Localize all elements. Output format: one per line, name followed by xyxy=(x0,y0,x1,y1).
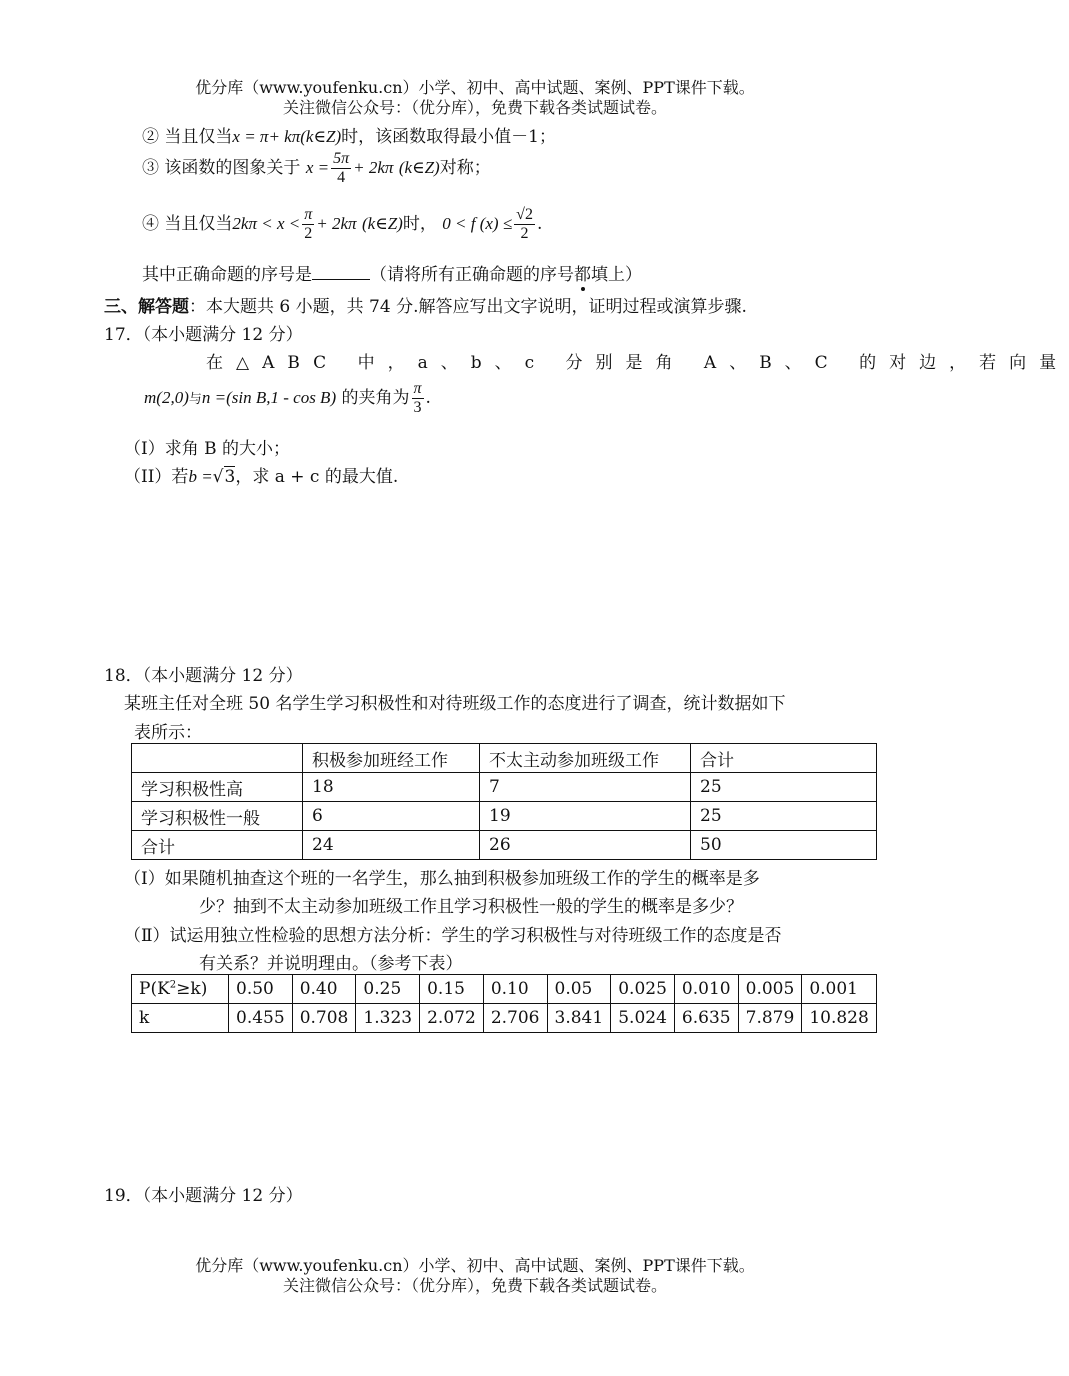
q16-item4-num: π xyxy=(304,206,313,223)
table-cell: 0.15 xyxy=(420,975,484,1004)
q18-stem-line1: 某班主任对全班 50 名学生学习积极性和对待班级工作的态度进行了调查，统计数据如下 xyxy=(124,694,786,714)
q16-item3 xyxy=(142,150,491,187)
critical-value-table xyxy=(131,974,877,1033)
table-row xyxy=(132,773,877,802)
section3-heading xyxy=(104,292,747,317)
page-header-line2: 关注微信公众号：（优分库），免费下载各类试题试卷。 xyxy=(282,98,667,117)
q17-vector-m: m(2,0) xyxy=(144,388,189,407)
table-cell: 0.50 xyxy=(229,975,293,1004)
table-cell: 19 xyxy=(480,802,691,831)
q16-answer-line xyxy=(142,260,642,285)
q17-vector-and: 与 xyxy=(188,392,202,407)
table-cell: 0.455 xyxy=(229,1004,293,1033)
q17-part1: （I）求角 B 的大小； xyxy=(124,439,291,459)
q17-vector-n: n =(sin B,1 - cos B) xyxy=(201,388,337,407)
table-cell: 2.706 xyxy=(483,1004,547,1033)
q18-part1-line2: 少？抽到不太主动参加班级工作且学习积极性一般的学生的概率是多少？ xyxy=(199,897,743,917)
table-cell: 26 xyxy=(480,831,691,860)
table-cell: 2.072 xyxy=(420,1004,484,1033)
table-cell: 24 xyxy=(303,831,480,860)
q19-number: 19．（本小题满分 12 分） xyxy=(104,1186,303,1206)
q16-item4-lead: ④ 当且仅当 xyxy=(142,214,233,234)
table-cell: 0.005 xyxy=(738,975,802,1004)
q16-item3-k: (k∈Z) xyxy=(398,158,440,177)
q18-data-table xyxy=(131,743,877,860)
table-cell: 0.40 xyxy=(292,975,356,1004)
q16-answer-lead: 其中正确命题的序号是 xyxy=(142,265,312,285)
q16-item3-tail-math: + 2kπ xyxy=(353,158,394,177)
q18-number: 18．（本小题满分 12 分） xyxy=(104,666,303,686)
table-header-row xyxy=(132,744,877,773)
table-cell: 6.635 xyxy=(674,1004,738,1033)
q17-part2-tail: ，求 a + c 的最大值. xyxy=(235,467,399,487)
q17-angle-text: 的夹角为 xyxy=(341,388,410,408)
table-cell: 10.828 xyxy=(802,1004,877,1033)
q16-item2-tail: 时，该函数取得最小值－1； xyxy=(341,127,556,147)
q16-item4-den: 2 xyxy=(304,225,313,242)
table-cell: 3.841 xyxy=(547,1004,611,1033)
q17-number: 17．（本小题满分 12 分） xyxy=(104,325,303,345)
table-cell xyxy=(132,975,229,1004)
q17-angle-num: π xyxy=(413,380,422,397)
q16-item2-math: x = π+ kπ(k∈Z) xyxy=(232,127,342,146)
table-cell: 0.05 xyxy=(547,975,611,1004)
q16-item3-lead: ③ 该函数的图象关于 xyxy=(142,158,301,178)
q17-part2 xyxy=(124,462,398,487)
p-label-b: ≥k) xyxy=(176,979,208,999)
q18-stem-line2: 表所示： xyxy=(134,723,202,743)
table-header-cell: 合计 xyxy=(691,744,877,773)
section3-text: ：本大题共 6 小题，共 74 分.解答应写出文字说明，证明过程或演算步骤. xyxy=(189,297,747,317)
q16-item4-right: + 2kπ xyxy=(316,214,357,233)
q17-stem-line1: 在△ABC 中，a、b、c 分别是角 A、B、C 的对边，若向量 xyxy=(206,353,1069,373)
q18-part2-line2: 有关系？并说明理由。（参考下表） xyxy=(199,954,463,974)
table-header-cell: 不太主动参加班级工作 xyxy=(480,744,691,773)
table-cell: 7.879 xyxy=(738,1004,802,1033)
q16-item4-when: 时， xyxy=(402,214,437,234)
page-footer-line1: 优分库（www.youfenku.cn）小学、初中、高中试题、案例、PPT课件下载。 xyxy=(195,1256,755,1275)
q16-item2-lead: ② 当且仅当 xyxy=(142,127,233,147)
q16-item3-tail: 对称； xyxy=(439,158,491,178)
table-row xyxy=(132,975,877,1004)
q16-item4-den2: 2 xyxy=(520,225,529,242)
table-cell: 0.25 xyxy=(356,975,420,1004)
table-cell: 学习积极性高 xyxy=(132,773,303,802)
table-header-cell xyxy=(132,744,303,773)
table-cell: 合计 xyxy=(132,831,303,860)
q17-part2-sqrt-value: 3 xyxy=(224,467,236,487)
table-cell: 0.10 xyxy=(483,975,547,1004)
section3-label: 三、解答题 xyxy=(104,297,189,317)
table-cell: 5.024 xyxy=(611,1004,675,1033)
q16-item3-x: x = xyxy=(305,158,330,177)
q16-item3-fraction xyxy=(331,150,351,187)
table-cell: 25 xyxy=(691,773,877,802)
p-label-a: P(K xyxy=(139,979,170,999)
q18-part1-line1: （Ⅰ）如果随机抽查这个班的一名学生，那么抽到积极参加班级工作的学生的概率是多 xyxy=(124,869,760,889)
table-cell: 25 xyxy=(691,802,877,831)
q16-item4-k: (k∈Z) xyxy=(361,214,403,233)
table-cell: 0.025 xyxy=(611,975,675,1004)
q16-item3-den: 4 xyxy=(337,169,346,186)
q16-answer-tail: 填上） xyxy=(591,265,642,285)
table-row xyxy=(132,1004,877,1033)
table-cell: 18 xyxy=(303,773,480,802)
answer-blank xyxy=(312,263,370,280)
page-header-line1: 优分库（www.youfenku.cn）小学、初中、高中试题、案例、PPT课件下载。 xyxy=(195,78,755,97)
table-cell: k xyxy=(132,1004,229,1033)
q16-item4-end: . xyxy=(536,214,543,234)
q17-angle-end: . xyxy=(425,388,431,408)
q16-item4-ineq: 0 < f (x) ≤ xyxy=(442,214,513,233)
q16-item4 xyxy=(142,206,542,243)
q17-angle-fraction xyxy=(412,380,424,417)
q16-answer-hint: （请将所有正确命题的序号 xyxy=(370,265,574,285)
q16-item4-fraction2 xyxy=(514,206,535,243)
table-header-cell: 积极参加班经工作 xyxy=(303,744,480,773)
q17-part2-lead: （II）若 xyxy=(124,467,189,487)
q17-part2-b: b = xyxy=(188,467,213,486)
table-cell: 50 xyxy=(691,831,877,860)
q18-part2-line1: （Ⅱ）试运用独立性检验的思想方法分析：学生的学习积极性与对待班级工作的态度是否 xyxy=(124,926,782,946)
table-cell: 0.708 xyxy=(292,1004,356,1033)
table-row xyxy=(132,802,877,831)
q16-item2 xyxy=(142,122,556,147)
p-label-sup: 2 xyxy=(169,979,177,991)
q16-answer-emphasis: 都 xyxy=(574,265,591,285)
q16-item4-num2: √2 xyxy=(516,206,533,223)
q17-stem-line2 xyxy=(144,380,431,417)
table-cell: 学习积极性一般 xyxy=(132,802,303,831)
table-cell: 7 xyxy=(480,773,691,802)
table-cell: 6 xyxy=(303,802,480,831)
table-cell: 0.001 xyxy=(802,975,877,1004)
q17-part2-sqrt-sign: √ xyxy=(212,467,224,487)
page-footer-line2: 关注微信公众号：（优分库），免费下载各类试题试卷。 xyxy=(282,1276,667,1295)
table-cell: 0.010 xyxy=(674,975,738,1004)
q16-item4-left: 2kπ < x < xyxy=(232,214,301,233)
table-row xyxy=(132,831,877,860)
table-cell: 1.323 xyxy=(356,1004,420,1033)
q17-angle-den: 3 xyxy=(413,399,422,416)
q16-item3-num: 5π xyxy=(333,150,350,167)
q16-item4-fraction xyxy=(302,206,314,243)
